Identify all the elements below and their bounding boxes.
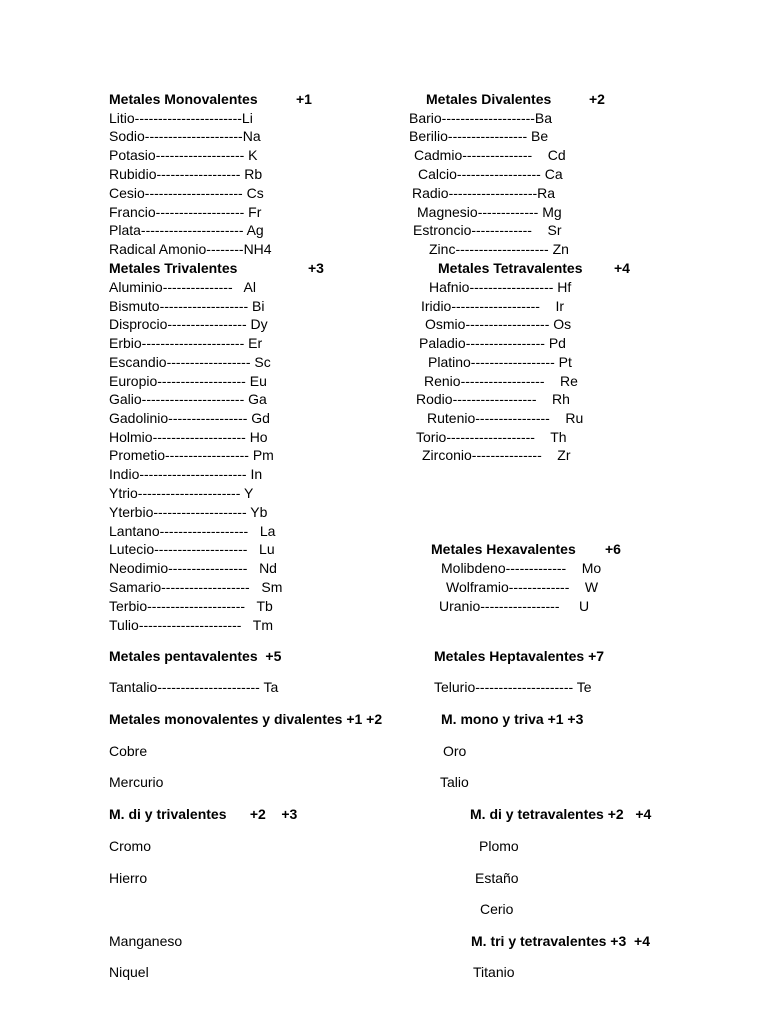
list-item: Cromo (109, 838, 152, 854)
list-item: Titanio (473, 964, 515, 980)
heading-divalentes: Metales Divalentes (426, 91, 552, 107)
list-item: Estaño (475, 870, 519, 886)
valence-hexavalentes: +6 (605, 541, 621, 557)
valence-trivalentes: +3 (308, 260, 324, 276)
list-item: Niquel (109, 964, 149, 980)
list-item: Neodimio----------------- Nd (109, 560, 277, 576)
list-item: Plomo (479, 838, 519, 854)
list-item: Talio (440, 774, 469, 790)
list-item: Radio-------------------Ra (412, 185, 556, 201)
list-item: Cerio (480, 901, 514, 917)
list-item: Bismuto------------------- Bi (109, 298, 265, 314)
list-item: Samario------------------- Sm (109, 579, 283, 595)
list-item: Aluminio--------------- Al (109, 279, 256, 295)
valence-tetravalentes: +4 (614, 260, 630, 276)
list-item: Uranio----------------- U (439, 598, 590, 614)
heading-hexavalentes: Metales Hexavalentes (431, 541, 576, 557)
list-item: Sodio---------------------Na (109, 128, 261, 144)
list-item: Hierro (109, 870, 148, 886)
list-item: Terbio--------------------- Tb (109, 598, 273, 614)
list-item: Rutenio---------------- Ru (427, 410, 584, 426)
list-item: Radical Amonio--------NH4 (109, 241, 272, 257)
list-item: Bario--------------------Ba (409, 110, 553, 126)
heading-tri-tetra: M. tri y tetravalentes +3 +4 (471, 933, 650, 949)
valence-divalentes: +2 (589, 91, 605, 107)
list-item: Rodio------------------ Rh (416, 391, 570, 407)
list-item: Zirconio--------------- Zr (422, 447, 571, 463)
list-item: Oro (443, 743, 467, 759)
list-item: Indio----------------------- In (109, 466, 263, 482)
heading-heptavalentes: Metales Heptavalentes +7 (434, 648, 605, 664)
list-item: Francio------------------- Fr (109, 204, 262, 220)
heading-mono-di: Metales monovalentes y divalentes +1 +2 (109, 711, 383, 727)
heading-trivalentes: Metales Trivalentes (109, 260, 238, 276)
heading-monovalentes: Metales Monovalentes (109, 91, 258, 107)
list-item: Calcio------------------ Ca (418, 166, 563, 182)
list-item: Escandio------------------ Sc (109, 354, 271, 370)
list-item: Holmio-------------------- Ho (109, 429, 268, 445)
list-item: Plata---------------------- Ag (109, 222, 264, 238)
list-item: Zinc-------------------- Zn (429, 241, 569, 257)
list-item: Renio------------------ Re (424, 373, 578, 389)
heading-pentavalentes: Metales pentavalentes +5 (109, 648, 282, 664)
list-item: Yterbio-------------------- Yb (109, 504, 268, 520)
list-item: Tantalio---------------------- Ta (109, 679, 279, 695)
list-item: Tulio---------------------- Tm (109, 617, 274, 633)
heading-di-tri: M. di y trivalentes +2 +3 (109, 806, 298, 822)
list-item: Magnesio------------- Mg (417, 204, 562, 220)
list-item: Torio------------------- Th (416, 429, 567, 445)
heading-tetravalentes: Metales Tetravalentes (438, 260, 583, 276)
list-item: Manganeso (109, 933, 183, 949)
list-item: Ytrio---------------------- Y (109, 485, 254, 501)
list-item: Berilio----------------- Be (409, 128, 549, 144)
list-item: Osmio------------------ Os (425, 316, 572, 332)
list-item: Prometio------------------ Pm (109, 447, 274, 463)
list-item: Lantano------------------- La (109, 523, 276, 539)
heading-di-tetra: M. di y tetravalentes +2 +4 (470, 806, 652, 822)
list-item: Cobre (109, 743, 148, 759)
list-item: Rubidio------------------ Rb (109, 166, 263, 182)
list-item: Paladio----------------- Pd (419, 335, 566, 351)
list-item: Erbio---------------------- Er (109, 335, 263, 351)
list-item: Telurio--------------------- Te (434, 679, 592, 695)
list-item: Molibdeno------------- Mo (441, 560, 602, 576)
list-item: Platino------------------ Pt (428, 354, 572, 370)
list-item: Europio------------------- Eu (109, 373, 267, 389)
list-item: Iridio------------------- Ir (421, 298, 565, 314)
list-item: Hafnio------------------ Hf (429, 279, 572, 295)
list-item: Estroncio------------- Sr (413, 222, 562, 238)
list-item: Disprocio----------------- Dy (109, 316, 268, 332)
list-item: Wolframio------------- W (446, 579, 599, 595)
list-item: Lutecio-------------------- Lu (109, 541, 275, 557)
list-item: Galio---------------------- Ga (109, 391, 267, 407)
list-item: Litio-----------------------Li (109, 110, 253, 126)
heading-mono-tri: M. mono y triva +1 +3 (441, 711, 584, 727)
valence-monovalentes: +1 (296, 91, 312, 107)
list-item: Potasio------------------- K (109, 147, 258, 163)
list-item: Gadolinio----------------- Gd (109, 410, 270, 426)
list-item: Mercurio (109, 774, 164, 790)
list-item: Cesio--------------------- Cs (109, 185, 264, 201)
list-item: Cadmio--------------- Cd (414, 147, 566, 163)
